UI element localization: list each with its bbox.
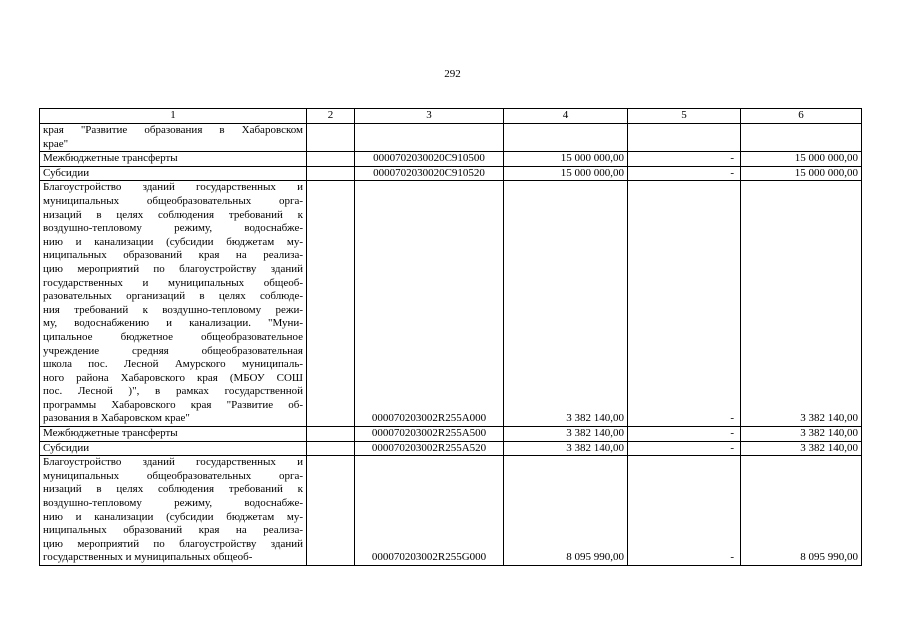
row-total: 3 382 140,00 [741,427,862,442]
row-amount: 3 382 140,00 [504,181,628,427]
description-line: му, водоснабжению и канализации. "Муни- [43,317,303,330]
row-amount: 15 000 000,00 [504,166,628,181]
description-line: воздушно-тепловому режиму, водоснабже- [43,222,303,235]
description-line: ниципальных образований края на реализа- [43,249,303,262]
column-number-row [40,109,862,124]
column-number: 4 [504,109,628,124]
budget-table [39,108,862,566]
description-line: крае" [43,137,69,150]
row-total [741,124,862,152]
row-description [40,181,307,427]
row-code: 000070203002R255A500 [355,427,504,442]
row-col-2 [307,166,355,181]
description-line: ципальное бюджетное общеобразовательное [43,330,303,343]
description-line: ния требований к воздушно-тепловому режи- [43,303,303,316]
column-number: 3 [355,109,504,124]
row-amount: 3 382 140,00 [504,427,628,442]
description-line: цию мероприятий по благоустройству зданий [43,537,303,550]
description-line: учреждение средняя общеобразовательная [43,344,303,357]
description-line: ного района Хабаровского края (МБОУ СОШ [43,371,303,384]
row-code: 000070203002R255G000 [355,456,504,566]
table-row [40,152,862,167]
table-row [40,181,862,427]
description-line: ниципальных образований края на реализа- [43,524,303,537]
row-amount [504,124,628,152]
description-line: низаций в целях соблюдения требований к [43,483,303,496]
row-amount: 8 095 990,00 [504,456,628,566]
row-amount: 15 000 000,00 [504,152,628,167]
column-number: 5 [628,109,741,124]
row-amount: 3 382 140,00 [504,441,628,456]
column-number: 6 [741,109,862,124]
description-line: низаций в целях соблюдения требований к [43,208,303,221]
row-code [355,124,504,152]
row-code: 0000702030020С910520 [355,166,504,181]
page-number: 292 [444,68,461,80]
row-total: 15 000 000,00 [741,166,862,181]
description-line: воздушно-тепловому режиму, водоснабже- [43,497,303,510]
description-line: цию мероприятий по благоустройству зданий [43,262,303,275]
column-number: 2 [307,109,355,124]
description-line: государственных и муниципальных общеоб- [43,276,303,289]
row-code: 000070203002R255A000 [355,181,504,427]
row-description [40,124,307,152]
table-row [40,124,862,152]
row-code: 000070203002R255A520 [355,441,504,456]
row-change: - [628,181,741,427]
row-col-2 [307,152,355,167]
description-line: Субсидии [43,166,90,179]
description-line: Межбюджетные трансферты [43,427,178,440]
description-line: Благоустройство зданий государственных и [43,181,303,194]
row-col-2 [307,124,355,152]
row-total: 3 382 140,00 [741,181,862,427]
row-change: - [628,427,741,442]
row-description [40,152,307,167]
budget-table-body [40,109,862,566]
row-total: 3 382 140,00 [741,441,862,456]
description-line: муниципальных общеобразовательных орга- [43,194,303,207]
description-line: Межбюджетные трансферты [43,152,178,165]
row-col-2 [307,441,355,456]
description-line: муниципальных общеобразовательных орга- [43,469,303,482]
row-description [40,427,307,442]
description-line: школа пос. Лесной Амурского муниципаль- [43,358,303,371]
row-change: - [628,441,741,456]
row-col-2 [307,181,355,427]
description-line: разования в Хабаровском крае" [43,412,190,425]
description-line: Субсидии [43,441,90,454]
row-total: 15 000 000,00 [741,152,862,167]
row-total: 8 095 990,00 [741,456,862,566]
description-line: программы Хабаровского края "Развитие об- [43,398,303,411]
row-description [40,441,307,456]
description-line: разовательных организаций в целях соблюде- [43,290,303,303]
row-change: - [628,166,741,181]
row-change: - [628,152,741,167]
description-line: нию и канализации (субсидии бюджетам му- [43,235,303,248]
row-code: 0000702030020С910500 [355,152,504,167]
table-row [40,427,862,442]
table-row [40,441,862,456]
row-description [40,166,307,181]
description-line: нию и канализации (субсидии бюджетам му- [43,510,303,523]
description-line: государственных и муниципальных общеоб- [43,551,253,564]
row-col-2 [307,456,355,566]
description-line: края "Развитие образования в Хабаровском [43,124,303,136]
table-row [40,456,862,566]
row-col-2 [307,427,355,442]
row-change [628,124,741,152]
description-line: пос. Лесной )", в рамках государственной [43,385,303,398]
description-line: Благоустройство зданий государственных и [43,456,303,469]
table-row [40,166,862,181]
column-number: 1 [40,109,307,124]
row-change: - [628,456,741,566]
row-description [40,456,307,566]
